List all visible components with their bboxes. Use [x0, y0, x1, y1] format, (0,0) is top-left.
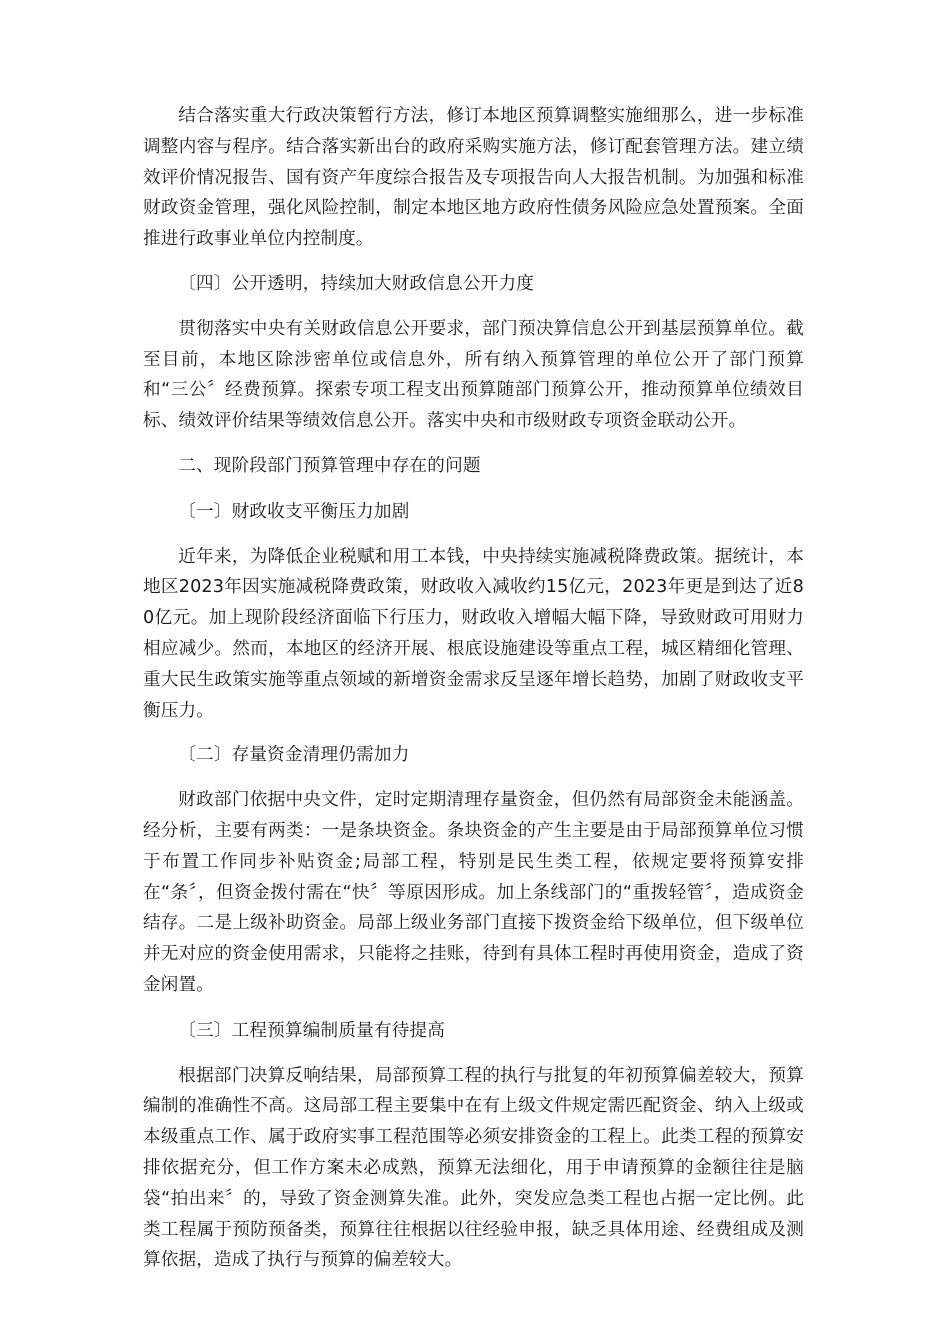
spacer — [143, 771, 804, 785]
paragraph-fiscal-pressure: 近年来，为降低企业税赋和用工本钱，中央持续实施减税降费政策。据统计，本地区2023年因实施减税降费政策，财政收入减收约15亿元，2023年更是到达了近80亿元。加上现阶段经济面临下行压力，财政收入增幅大幅下降，导致财政可用财力相应减少。然而，本地区的经济开展、根底设施建设等重点工程，城区精细化管理、重大民生政策实施等重点领域的新增资金需求反呈逐年增长趋势，加剧了财政收支平衡压力。 — [143, 546, 804, 721]
section-heading-public-transparency: 〔四〕公开透明，持续加大财政信息公开力度 — [178, 273, 535, 294]
paragraph-stock-funds: 财政部门依据中央文件，定时定期清理存量资金，但仍然有局部资金未能涵盖。经分析，主要有两类：一是条块资金。条块资金的产生主要是由于局部预算单位习惯于布置工作同步补贴资金;局部工程，特别是民生类工程，依规定要将预算安排在“条〞，但资金拨付需在“快〞等原因形成。加上条线部门的“重拨轻管〞，造成资金结存。二是上级补助资金。局部上级业务部门直接下拨资金给下级单位，但下级单位并无对应的资金使用需求，只能将之挂账，待到有具体工程时再使用资金，造成了资金闲置。 — [143, 790, 804, 995]
paragraph-internal-control: 结合落实重大行政决策暂行方法，修订本地区预算调整实施细那么，进一步标准调整内容与程序。结合落实新出台的政府采购实施方法，修订配套管理方法。建立绩效评价情况报告、国有资产年度综合报告及专项报告向人大报告机制。为加强和标准财政资金管理，强化风险控制，制定本地区地方政府性债务风险应急处置预案。全面推进行政事业单位内控制度。 — [143, 106, 804, 250]
spacer — [143, 437, 804, 451]
spacer — [143, 726, 804, 740]
spacer — [143, 1047, 804, 1061]
spacer — [143, 1001, 804, 1016]
spacer — [143, 528, 804, 542]
section-heading-stock-funds: 〔二〕存量资金清理仍需加力 — [178, 745, 410, 766]
spacer — [143, 482, 804, 497]
section-heading-fiscal-balance: 〔一〕财政收支平衡压力加剧 — [178, 501, 410, 522]
section-heading-current-problems: 二、现阶段部门预算管理中存在的问题 — [178, 455, 481, 476]
spacer — [143, 255, 804, 269]
section-heading-budget-quality: 〔三〕工程预算编制质量有待提高 — [178, 1020, 446, 1041]
spacer — [143, 300, 804, 314]
paragraph-info-disclosure: 贯彻落实中央有关财政信息公开要求，部门预决算信息公开到基层预算单位。截至目前，本地区除涉密单位或信息外，所有纳入预算管理的单位公开了部门预算和“三公〞经费预算。探索专项工程支出预算随部门预算公开，推动预算单位绩效目标、绩效评价结果等绩效信息公开。落实中央和市级财政专项资金联动公开。 — [143, 318, 804, 432]
document-page — [143, 101, 804, 1276]
paragraph-budget-quality: 根据部门决算反响结果，局部预算工程的执行与批复的年初预算偏差较大，预算编制的准确性不高。这局部工程主要集中在有上级文件规定需匹配资金、纳入上级或本级重点工作、属于政府实事工程范围等必须安排资金的工程上。此类工程的预算安排依据充分，但工作方案未必成熟，预算无法细化，用于申请预算的金额往往是脑袋“拍出来〞的，导致了资金测算失准。此外，突发应急类工程也占据一定比例。此类工程属于预防预备类，预算往往根据以往经验申报，缺乏具体用途、经费组成及测算依据，造成了执行与预算的偏差较大。 — [143, 1065, 804, 1271]
